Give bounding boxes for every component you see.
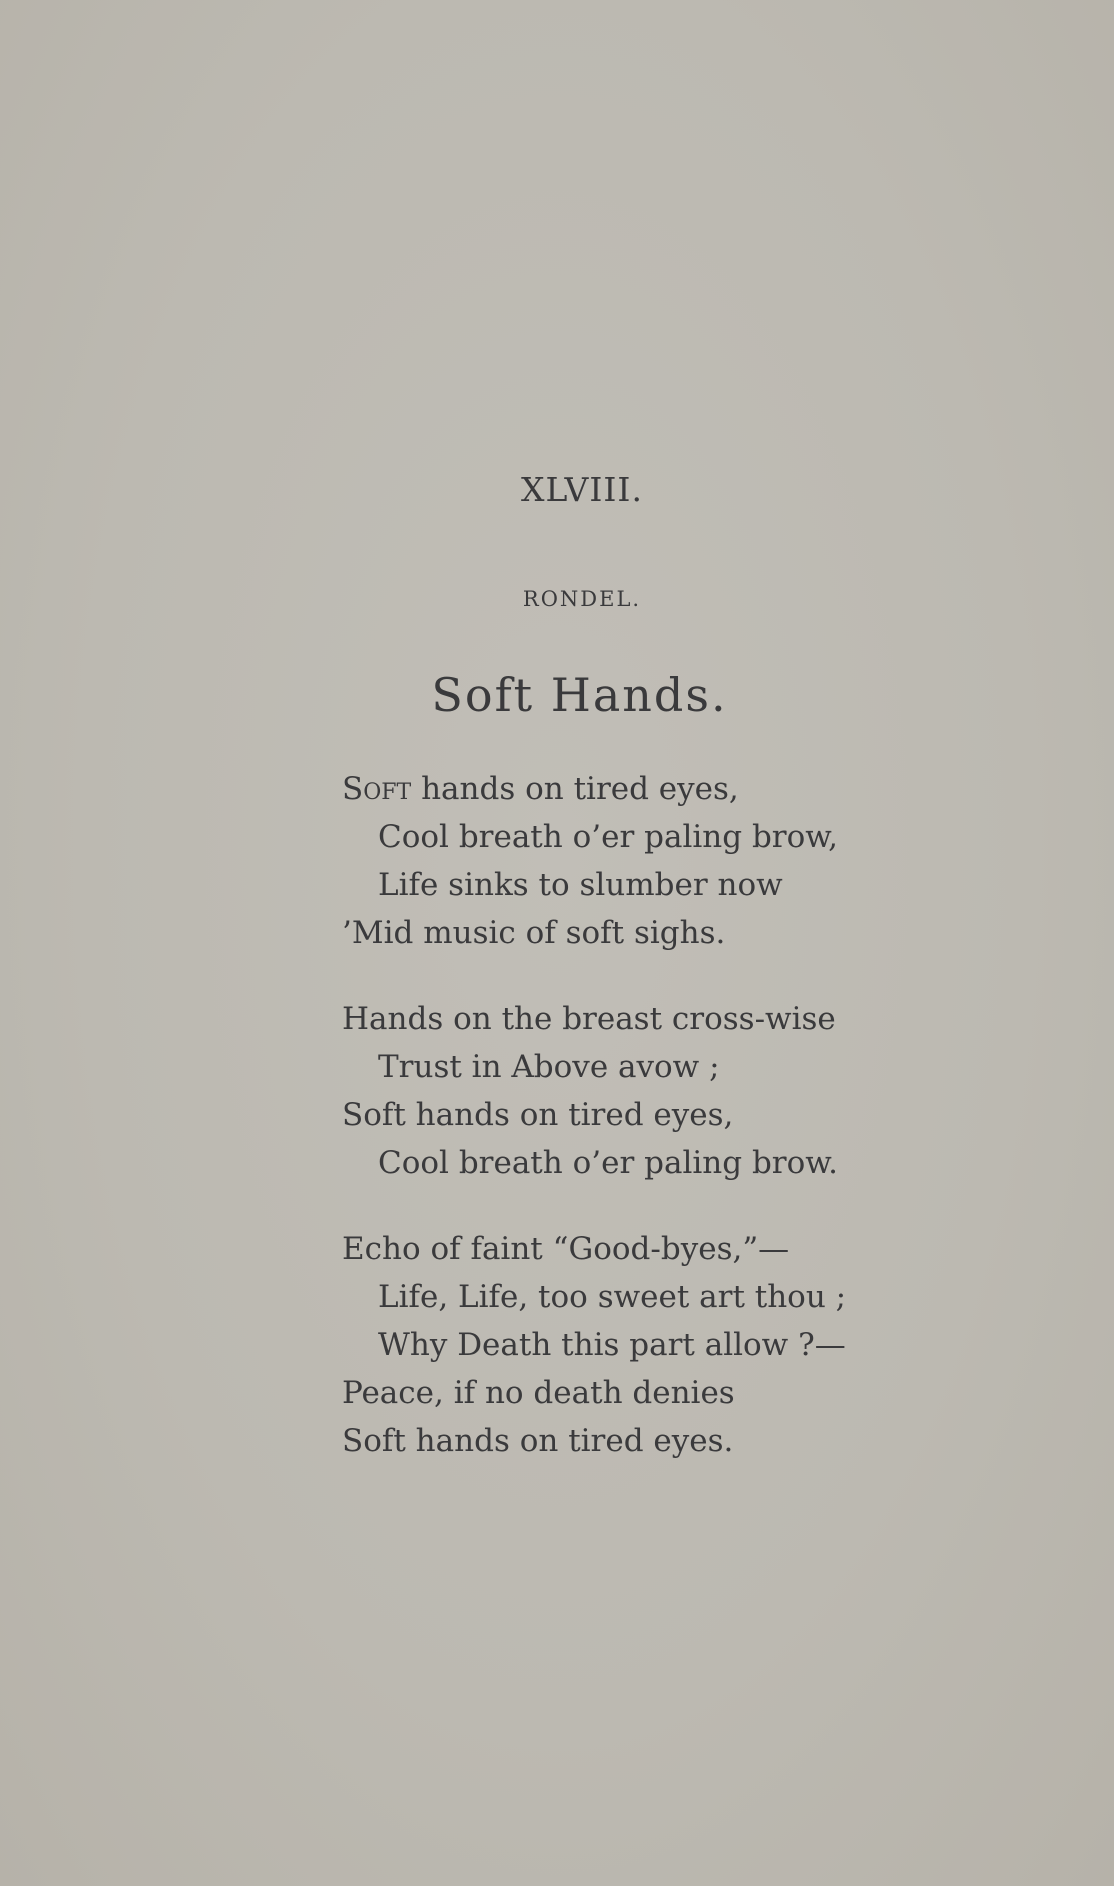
poem-line: Life, Life, too sweet art thou ; (378, 1279, 847, 1315)
poem-form-label: RONDEL. (522, 587, 642, 611)
poem-title: Soft Hands. (431, 668, 728, 722)
stanza-1 (342, 765, 902, 957)
drop-word: Soft (342, 771, 412, 807)
poem-line-text: hands on tired eyes, (411, 771, 739, 807)
poem-line: Why Death this part allow ?— (378, 1327, 846, 1363)
poem-line: Soft hands on tired eyes, (342, 1097, 734, 1133)
poem-line: Cool breath o’er paling brow. (378, 1145, 838, 1181)
poem-line: Cool breath o’er paling brow, (378, 819, 838, 855)
stanza-2 (342, 995, 902, 1187)
stanza-3 (342, 1225, 902, 1465)
poem-line: ’Mid music of soft sighs. (342, 915, 726, 951)
poem-line: Hands on the breast cross-wise (342, 1001, 836, 1037)
poem-number: XLVIII. (521, 470, 643, 509)
poem-body (342, 765, 902, 1503)
poem-line: Life sinks to slumber now (378, 867, 783, 903)
poem-line: Echo of faint “Good-byes,”— (342, 1231, 790, 1267)
poem-line: Peace, if no death denies (342, 1375, 735, 1411)
poem-line: Soft hands on tired eyes. (342, 1423, 734, 1459)
poem-line: Trust in Above avow ; (378, 1049, 720, 1085)
poem-line (342, 765, 902, 813)
